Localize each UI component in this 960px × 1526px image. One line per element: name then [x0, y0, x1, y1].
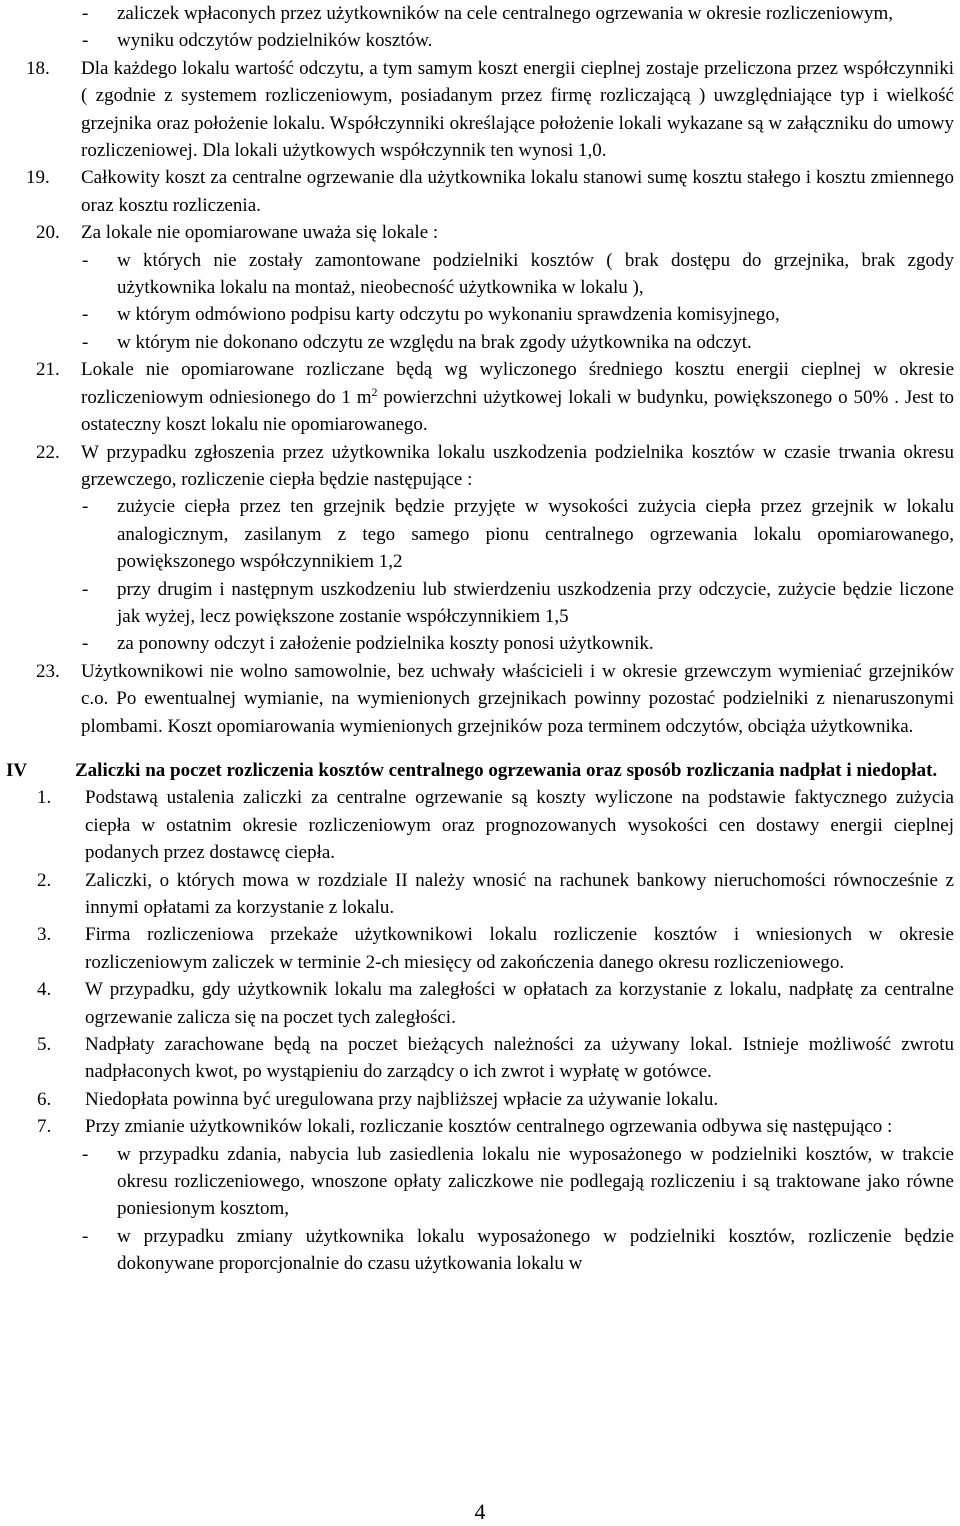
list-item-text: w którym nie dokonano odczytu ze względu na brak zgody użytkownika na odczyt.	[117, 331, 752, 353]
dash-marker: -	[82, 331, 89, 353]
list-item	[0, 784, 960, 866]
list-item-text: w przypadku zdania, nabycia lub zasiedlenia lokalu nie wyposażonego w podzielniki kosztów, w trakcie okresu rozliczeniowego, wnoszone opłaty zaliczkowe nie podlegają rozliczeniu i są traktowane jako równe poniesionym kosztom,	[117, 1143, 954, 1220]
dash-marker: -	[82, 249, 89, 271]
list-item-text: za ponowny odczyt i założenie podzielnika koszty ponosi użytkownik.	[117, 633, 654, 655]
paragraph-text: W przypadku zgłoszenia przez użytkownika lokalu uszkodzenia podzielnika kosztów w czasie trwania okresu grzewczego, rozliczenie ciepła będzie następujące :	[81, 441, 954, 490]
paragraph-23	[0, 658, 960, 740]
item-number: 4.	[37, 979, 52, 1001]
dash-marker: -	[82, 3, 89, 24]
section-title: Zaliczki na poczet rozliczenia kosztów centralnego ogrzewania oraz sposób rozliczania nadpłat i niedopłat.	[75, 759, 938, 781]
paragraph-text: Za lokale nie opomiarowane uważa się lokale :	[81, 222, 439, 244]
list-item-text: W przypadku, gdy użytkownik lokalu ma zaległości w opłatach za korzystanie z lokalu, nadpłatę za centralne ogrzewanie zalicza się na poczet tych zaległości.	[85, 979, 954, 1028]
dash-marker: -	[82, 304, 89, 326]
item-number: 18.	[26, 57, 50, 79]
list-item	[0, 493, 960, 575]
list-item	[0, 329, 960, 356]
list-item-text: Nadpłaty zarachowane będą na poczet bieżących należności za używany lokal. Istnieje możliwość zwrotu nadpłaconych kwot, po wystąpieniu do zarządcy o ich zwrot i wypłatę w gotówce.	[85, 1034, 954, 1083]
dash-marker: -	[82, 578, 89, 600]
paragraph-text: powierzchni użytkowej lokali w budynku, powiększonego o 50% . Jest to ostateczny koszt lokalu nie opomiarowanego.	[81, 386, 955, 436]
item-number: 1.	[37, 787, 52, 809]
list-item	[0, 247, 960, 302]
list-item	[0, 1031, 960, 1086]
dash-marker: -	[82, 30, 89, 52]
paragraph-20	[0, 219, 960, 246]
dash-marker: -	[82, 1143, 89, 1165]
paragraph-text: Dla każdego lokalu wartość odczytu, a tym samym koszt energii cieplnej zostaje przeliczona przez współczynniki ( zgodnie z systemem rozliczeniowym, posiadanym przez firmę rozliczającą ) uwzględniające typ i wielkość grzejnika oraz położenie lokalu. Współczynniki określające położenie lokali wykazane są w załączniku do umowy rozliczeniowej. Dla lokali użytkowych współczynnik ten wynosi 1,0.	[81, 57, 954, 162]
superscript: 2	[371, 384, 378, 399]
paragraph-19	[0, 164, 960, 219]
item-number: 5.	[37, 1034, 52, 1056]
list-item-text: Firma rozliczeniowa przekaże użytkownikowi lokalu rozliczenie kosztów i wniesionych w okresie rozliczeniowym zaliczek w terminie 2-ch miesięcy od zakończenia danego okresu rozliczeniowego.	[85, 924, 954, 973]
list-item	[0, 1113, 960, 1140]
list-item	[0, 1086, 960, 1113]
item-number: 3.	[37, 924, 52, 946]
list-item-text: w których nie zostały zamontowane podzielniki kosztów ( brak dostępu do grzejnika, brak zgody użytkownika lokalu na montaż, nieobecność użytkownika w lokalu ),	[117, 249, 954, 299]
list-item	[0, 921, 960, 976]
list-item-text: Podstawą ustalenia zaliczki za centralne ogrzewanie są koszty wyliczone na podstawie faktycznego zużycia ciepła w ostatnim okresie rozliczeniowym oraz prognozowanych wysokości cen dostawy energii cieplnej podanych przez dostawcę ciepła.	[85, 787, 954, 864]
paragraph-text: Użytkownikowi nie wolno samowolnie, bez uchwały właścicieli i w okresie grzewczym wymieniać grzejników c.o. Po ewentualnej wymianie, na wymienionych grzejnikach powinny pozostać podzielniki z nienaruszonymi plombami. Koszt opomiarowania wymienionych grzejników poza terminem odczytów, obciąża użytkownika.	[81, 660, 954, 737]
paragraph-text: Lokale nie opomiarowane rozliczane będą wg wyliczonego średniego kosztu energii cieplnej w okresie rozliczeniowym odniesionego do 1 m	[81, 359, 954, 408]
list-item	[0, 1141, 960, 1223]
item-number: 19.	[26, 167, 50, 189]
paragraph-18	[0, 55, 960, 165]
item-number: 7.	[37, 1116, 52, 1138]
list-item-text: w przypadku zmiany użytkownika lokalu wyposażonego w podzielniki kosztów, rozliczenie będzie dokonywane proporcjonalnie do czasu użytkowania lokalu w	[117, 1225, 954, 1275]
section-heading-iv	[0, 757, 960, 784]
list-item-text: zużycie ciepła przez ten grzejnik będzie przyjęte w wysokości zużycia ciepła przez grzejnik w lokalu analogicznym, zasilanym z tego samego pionu centralnego ogrzewania lokalu opomiarowanego, powiększonego współczynnikiem 1,2	[117, 496, 954, 573]
item-number: 20.	[36, 222, 60, 244]
list-item	[0, 867, 960, 922]
dash-marker: -	[82, 1225, 89, 1247]
list-item	[0, 1223, 960, 1278]
paragraph-21	[0, 356, 960, 438]
list-item	[0, 576, 960, 631]
list-item	[0, 630, 960, 657]
item-number: 2.	[37, 869, 52, 891]
dash-marker: -	[82, 633, 89, 655]
paragraph-text: Całkowity koszt za centralne ogrzewanie dla użytkownika lokalu stanowi sumę kosztu stałego i kosztu zmiennego oraz kosztu rozliczenia.	[81, 167, 954, 216]
list-item-text: zaliczek wpłaconych przez użytkowników na cele centralnego ogrzewania w okresie rozliczeniowym,	[117, 3, 894, 24]
list-item	[0, 976, 960, 1031]
section-numeral: IV	[6, 759, 28, 781]
list-item-text: Niedopłata powinna być uregulowana przy najbliższej wpłacie za używanie lokalu.	[85, 1088, 719, 1110]
page-number: 4	[474, 1499, 486, 1524]
list-item-text: wyniku odczytów podzielników kosztów.	[117, 30, 433, 52]
list-item-text: Przy zmianie użytkowników lokali, rozliczanie kosztów centralnego ogrzewania odbywa się następująco :	[85, 1116, 893, 1138]
list-item-text: przy drugim i następnym uszkodzeniu lub stwierdzeniu uszkodzenia przy odczycie, zużycie będzie liczone jak wyżej, lecz powiększone zostanie współczynnikiem 1,5	[117, 578, 954, 627]
dash-marker: -	[82, 496, 89, 518]
item-number: 23.	[36, 660, 60, 682]
item-number: 6.	[37, 1088, 52, 1110]
list-item-text: w którym odmówiono podpisu karty odczytu po wykonaniu sprawdzenia komisyjnego,	[117, 304, 780, 326]
item-number: 22.	[36, 441, 60, 463]
list-item	[0, 0, 960, 27]
paragraph-22	[0, 439, 960, 494]
list-item	[0, 301, 960, 328]
list-item-text: Zaliczki, o których mowa w rozdziale II należy wnosić na rachunek bankowy nieruchomości równocześnie z innymi opłatami za korzystanie z lokalu.	[85, 869, 954, 918]
item-number: 21.	[36, 359, 60, 381]
list-item	[0, 27, 960, 54]
